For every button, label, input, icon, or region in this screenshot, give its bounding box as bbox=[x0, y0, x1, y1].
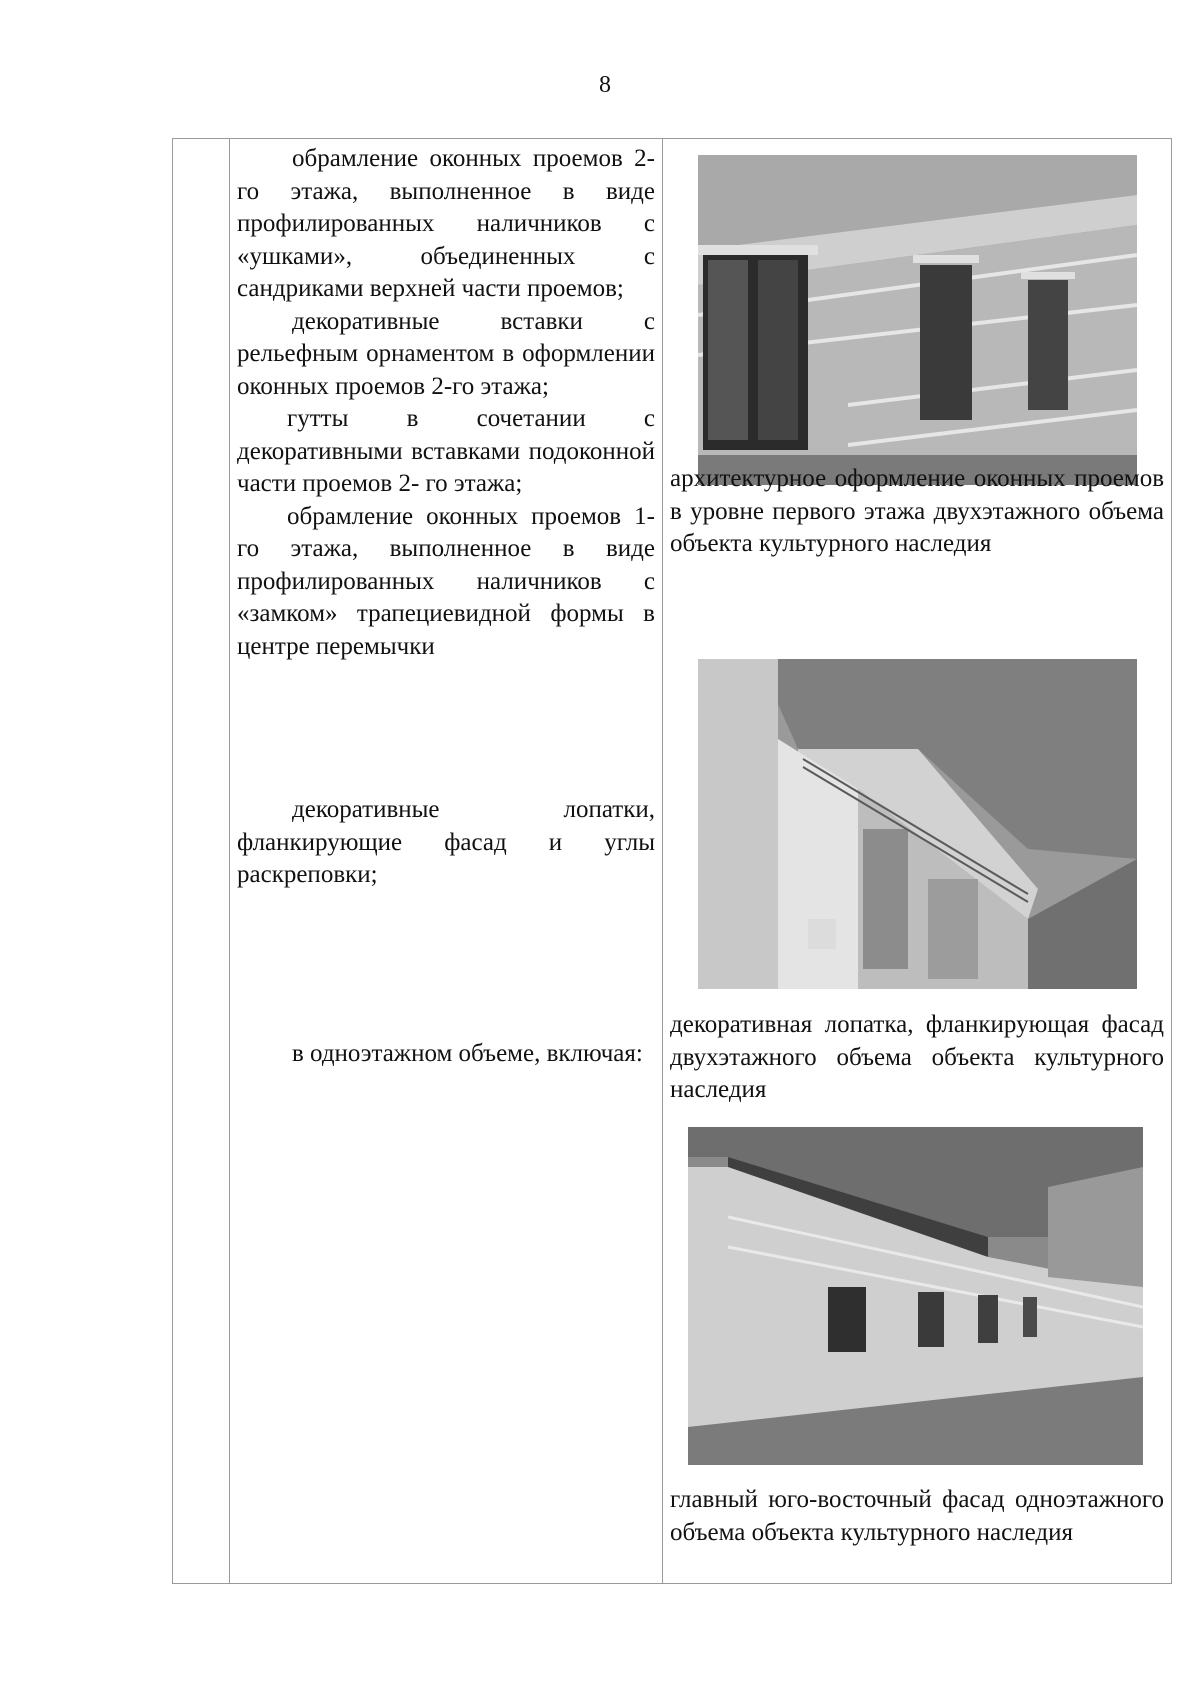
left-text-block-1 bbox=[237, 143, 655, 663]
caption-window-frames: архитектурное оформление оконных проемов в уровне первого этажа двухэтажного объема объекта культурного наследия bbox=[670, 465, 1164, 557]
column-divider bbox=[229, 139, 230, 1583]
photo-window-frames bbox=[698, 155, 1137, 485]
heritage-table bbox=[172, 138, 1172, 1584]
photo-one-storey-facade bbox=[688, 1127, 1143, 1465]
item-pilasters: декоративные лопатки, фланкирующие фасад и углы раскреповки; bbox=[237, 796, 655, 888]
item-frame-2nd-floor: обрамление оконных проемов 2-го этажа, выполненное в виде профилированных наличников с «ушками», объединенных с сандриками верхней части проемов; bbox=[237, 145, 655, 302]
photo-pilaster bbox=[698, 659, 1137, 989]
item-frame-1st-floor: обрамление оконных проемов 1-го этажа, выполненное в виде профилированных наличников с «замком» трапециевидной формы в центре перемычки bbox=[237, 502, 655, 660]
item-decorative-inserts: декоративные вставки с рельефным орнаментом в оформлении оконных проемов 2-го этажа; bbox=[237, 307, 655, 400]
item-one-storey: в одноэтажном объеме, включая: bbox=[292, 1040, 643, 1067]
item-guttae: гутты в сочетании с декоративными вставками подоконной части проемов 2- го этажа; bbox=[237, 405, 655, 497]
left-text-block-2 bbox=[237, 794, 655, 892]
column-divider bbox=[662, 139, 663, 1583]
caption-one-storey-facade: главный юго-восточный фасад одноэтажного объема объекта культурного наследия bbox=[670, 1486, 1164, 1546]
caption-pilaster: декоративная лопатка, фланкирующая фасад двухэтажного объема объекта культурного наследия bbox=[670, 1011, 1164, 1103]
page-number: 8 bbox=[599, 72, 611, 98]
left-text-block-3 bbox=[237, 1038, 655, 1071]
